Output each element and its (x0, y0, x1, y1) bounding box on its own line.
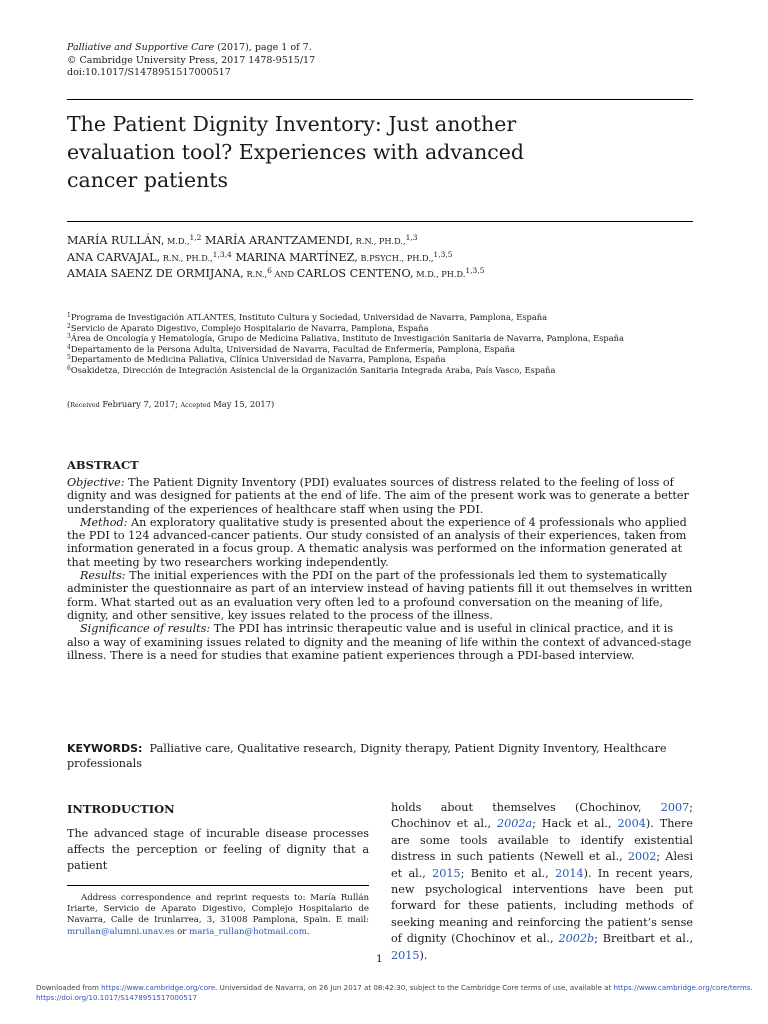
abstract-heading: ABSTRACT (67, 458, 139, 472)
intro-text: ; Breitbart et al., (594, 932, 694, 946)
affiliation-list (67, 312, 693, 376)
author-affil-ref: 1,3,5 (465, 266, 485, 275)
introduction-heading: INTRODUCTION (67, 802, 175, 816)
keywords (67, 742, 693, 771)
footnote-end: . (306, 926, 310, 937)
footnote-rule (67, 885, 369, 886)
received-date: February 7, 2017; (99, 399, 181, 409)
affiliation-number: 1 (67, 312, 71, 319)
significance-label: Significance of results: (80, 622, 211, 636)
results-label: Results: (80, 569, 126, 583)
intro-column-1: The advanced stage of incurable disease processes affects the perception or feeling of dignity that a patient (67, 827, 369, 872)
affiliation (67, 344, 693, 355)
author-degree: M.D., (164, 236, 190, 246)
journal-name: Palliative and Supportive Care (67, 42, 215, 53)
journal-header (67, 42, 315, 80)
footnote-text: Address correspondence and reprint requests to: María Rullán Iriarte, Servicio de Aparato Digestivo, Complejo Hospitalario de Navarra, Calle de Irunlarrea, 3, 31008 Pamplona, Spain. E mail: (67, 893, 369, 926)
author-name: AMAIA SAENZ DE ORMIJANA, (67, 267, 244, 280)
abstract-method (67, 516, 693, 569)
intro-text: holds about themselves (Chochinov, (391, 801, 661, 814)
download-text: . (750, 983, 753, 992)
author-name: MARÍA ARANTZAMENDI, (205, 234, 354, 247)
citation-link[interactable]: 2002 (627, 850, 657, 864)
affiliation-text: Osakidetza, Dirección de Integración Asistencial de la Organización Sanitaria Integrada Araba, País Vasco, España (70, 364, 556, 375)
download-notice (36, 983, 756, 1003)
method-text: An exploratory qualitative study is presented about the experience of 4 professionals who applied the PDI to 124 advanced-cancer patients. Our study consisted of an analysis of their experiences, taken from information generated in a focus group. A thematic analysis was performed on the information generated at that meeting by two researchers working independently. (67, 515, 687, 569)
intro-text: ; Alesi et al., (391, 850, 693, 880)
affiliation-text: Departamento de la Persona Adulta, Universidad de Navarra, Facultad de Enfermería, Pamplona, España (70, 343, 515, 354)
objective-label: Objective: (67, 476, 125, 489)
citation-link[interactable]: 2004 (617, 817, 646, 831)
intro-text: ; Chochinov et al., (391, 801, 693, 831)
affiliation (67, 333, 693, 344)
affiliation (67, 312, 693, 323)
author-name: MARÍA RULLÁN, (67, 234, 165, 247)
author-name: ANA CARVAJAL, (67, 250, 161, 264)
affiliation-number: 2 (67, 322, 71, 330)
author-conjunction: AND (271, 269, 297, 279)
citation-link[interactable]: 2002a (496, 817, 533, 831)
doi-line: doi:10.1017/S1478951517000517 (67, 67, 231, 78)
objective-text: The Patient Dignity Inventory (PDI) evaluates sources of distress related to the feeling of loss of dignity and was designed for patients at the end of life. The aim of the present work was to generate a better understanding of the experiences of healthcare staff when using the PDI. (67, 476, 689, 516)
intro-text: ). There are some tools available to identify existential distress in such patients (Newell et al., (391, 817, 693, 864)
email-link-2[interactable]: maria_rullan@hotmail.com (189, 926, 307, 937)
results-text: The initial experiences with the PDI on the part of the professionals led them to systematically administer the questionnaire as part of an interview instead of having patients fill it out themselves in written form. What started out as an evaluation very often led to a profound conversation on the meaning of life, dignity, and other sensitive, key issues related to the process of the illness. (67, 569, 693, 622)
citation-link[interactable]: 2002b (558, 932, 595, 946)
accepted-label: Accepted (180, 401, 211, 409)
terms-link[interactable]: https://www.cambridge.org/core/terms (613, 983, 751, 992)
affiliation-number: 4 (67, 343, 71, 351)
author-degree: R.N., PH.D., (160, 252, 213, 263)
footnote-or: or (174, 926, 190, 937)
author-name: MARINA MARTÍNEZ, (235, 250, 358, 264)
affiliation-number: 3 (67, 333, 71, 341)
cambridge-core-link[interactable]: https://www.cambridge.org/core (101, 983, 216, 992)
dates-open-paren: ( (67, 399, 71, 409)
author-degree: B.PSYCH., PH.D., (357, 252, 434, 263)
citation-link[interactable]: 2015 (391, 948, 420, 962)
affiliation (67, 354, 693, 365)
author-list (67, 233, 693, 283)
abstract-body (67, 476, 693, 662)
received-accepted-dates (67, 399, 274, 409)
method-label: Method: (80, 515, 128, 529)
keywords-label: KEYWORDS: (67, 742, 143, 755)
citation-link[interactable]: 2007 (660, 801, 690, 814)
author-affil-ref: 1,3,5 (433, 249, 453, 259)
doi-link[interactable]: https://doi.org/10.1017/S1478951517000517 (36, 993, 197, 1003)
author-degree: R.N., (243, 269, 268, 279)
copyright-line: © Cambridge University Press, 2017 1478-9515/17 (67, 54, 316, 66)
author-affil-ref: 1,2 (189, 233, 202, 242)
journal-issue: (2017), page 1 of 7. (214, 42, 312, 53)
abstract-objective (67, 476, 693, 516)
intro-text: ; Hack et al., (532, 817, 618, 831)
author-degree: M.D., PH.D. (413, 269, 466, 279)
citation-link[interactable]: 2014 (555, 866, 584, 880)
author-affil-ref: 1,3 (405, 233, 418, 242)
download-text: . Universidad de Navarra, on 26 Jun 2017 at 08:42:30, subject to the Cambridge Core terms of use, available at (215, 983, 614, 992)
affiliation-text: Programa de Investigación ATLANTES, Instituto Cultura y Sociedad, Universidad de Navarra, Pamplona, España (70, 312, 548, 322)
author-name: CARLOS CENTENO, (296, 267, 414, 280)
affiliation-text: Área de Oncología y Hematología, Grupo de Medicina Paliativa, Instituto de Investigación Sanitaria de Navarra, Pamplona, España (70, 333, 624, 344)
intro-text: ). (419, 948, 428, 962)
email-link-1[interactable]: mrullan@alumni.unav.es (67, 926, 175, 937)
significance-text: The PDI has intrinsic therapeutic value and is useful in clinical practice, and it is also a way of examining issues related to dignity and the meaning of life within the context of advanced-stage illness. There is a need for studies that examine patient experiences through a PDI-based interview. (67, 622, 692, 662)
citation-link[interactable]: 2015 (432, 866, 461, 880)
affiliation-number: 5 (67, 354, 71, 362)
affiliation-text: Servicio de Aparato Digestivo, Complejo Hospitalario de Navarra, Pamplona, España (70, 322, 429, 333)
affiliation-text: Departamento de Medicina Paliativa, Clínica Universidad de Navarra, Pamplona, España (70, 354, 446, 365)
intro-text: ; Benito et al., (460, 866, 556, 880)
author-affil-ref: 6 (267, 266, 272, 275)
abstract-results (67, 569, 693, 622)
intro-text: ). In recent years, new psychological interventions have been put forward for these patients, including methods of seeking meaning and reinforcing the patient’s sense of dignity (Chochinov et al., (391, 866, 694, 946)
article-title: The Patient Dignity Inventory: Just another evaluation tool? Experiences with advanced cancer patients (67, 112, 525, 192)
received-label: Received (70, 401, 100, 409)
page-number: 1 (376, 953, 383, 965)
title-rule (67, 221, 693, 222)
keywords-text: Palliative care, Qualitative research, Dignity therapy, Patient Dignity Inventory, Healthcare professionals (67, 742, 667, 770)
intro-column-2 (391, 800, 693, 964)
author-degree: R.N., PH.D., (353, 236, 406, 246)
author-affil-ref: 1,3,4 (212, 249, 232, 259)
affiliation (67, 323, 693, 334)
affiliation-number: 6 (67, 364, 71, 372)
accepted-date: May 15, 2017) (210, 399, 275, 409)
affiliation (67, 365, 693, 376)
correspondence-footnote (67, 893, 369, 938)
download-text: Downloaded from (36, 983, 102, 992)
abstract-significance (67, 622, 693, 662)
header-rule (67, 99, 693, 100)
